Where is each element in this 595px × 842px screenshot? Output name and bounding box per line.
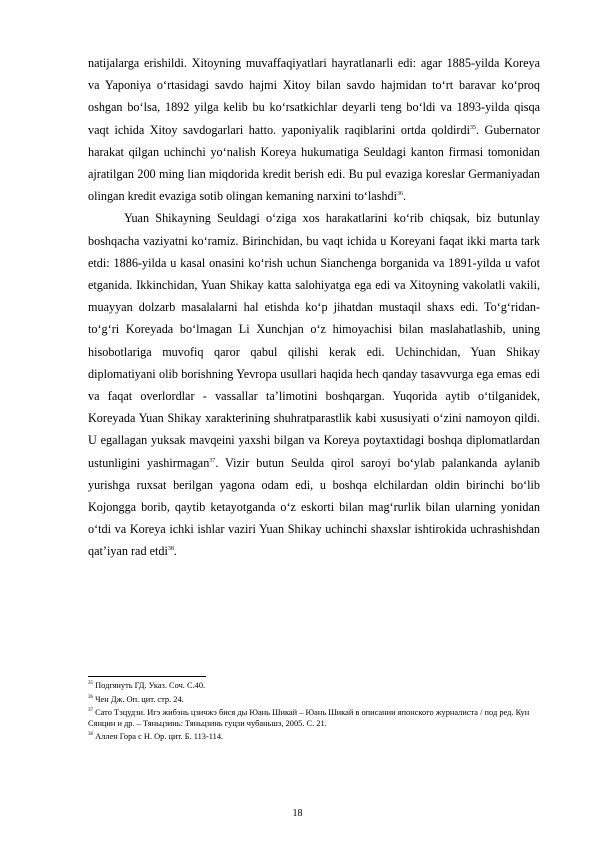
footnote-ref-38[interactable]: 38 [167,546,174,553]
footnote-number: 38 [88,732,93,738]
footnotes [88,681,540,746]
footnote-38 [88,732,540,743]
footnote-ref-37[interactable]: 37 [209,457,216,464]
footnote-ref-35[interactable]: 35 [469,124,476,131]
main-text [88,52,540,563]
footnote-number: 37 [88,708,93,714]
footnote-ref-36[interactable]: 36 [397,191,404,198]
footnote-text: Сато Тэцудзи. Игэ жибэнь цзичжэ бися ды Юань Шикай – Юань Шикай в описании японского журналиста / под ред. Кун Сянцин и др. – Тяньцзинь: Тяньцзинь гуцзи чубаньшэ, 2005. С. 21. [88,708,530,728]
footnote-36 [88,695,540,706]
footnote-text: Аллен Гора с Н. Ор. цит. Б. 113-114. [95,732,224,742]
footnote-number: 36 [88,694,93,700]
footnote-number: 35 [88,681,93,687]
page-number: 18 [292,808,303,819]
paragraph-2-end: . [173,544,177,559]
footnote-37 [88,708,540,729]
paragraph-2-text-cont: . Vizir butun Seulda qirol saroyi bo‘ylab palankanda aylanib yurishga ruxsat berilgan yagona odam edi, u boshqa elchilardan oldin birinchi bo‘lib Kojongga borib, qaytib ketayotganda o‘z eskorti bilan mag‘rurlik bilan ularning yonidan o‘tdi va Koreya ichki ishlar vaziri Yuan Shikay uchinchi shaxslar ishtirokida uchrashishdan qat’iyan rad etdi [88,455,540,559]
footnote-separator [88,676,206,677]
paragraph-2-text: Yuan Shikayning Seuldagi o‘ziga xos harakatlarini ko‘rib chiqsak, biz butunlay boshqacha vaziyatni ko‘ramiz. Birinchidan, bu vaqt ichida u Koreyani faqat ikki marta tark etdi: 1886-yilda u kasal onasini ko‘rish uchun Sianchenga borganida va 1891-yilda u vafot etganida. Ikkinchidan, Yuan Shikay katta salohiyatga ega edi va Xitoyning vakolatli vakili, muayyan dolzarb masalalarni hal etishda ko‘p jihatdan mustaqil shaxs edi. To‘g‘ridan-to‘g‘ri Koreyada bo‘lmagan Li Xunchjan o‘z himoyachisi bilan maslahatlashib, uning hisobotlariga muvofiq qaror qabul qilishi kerak edi. Uchinchidan, Yuan Shikay diplomatiyani olib borishning Yevropa usullari haqida hech qanday tasavvurga ega emas edi va faqat overlordlar - vassallar ta’limotini boshqargan. Yuqorida aytib o‘tilganidek, Koreyada Yuan Shikay xarakterining shuhratparastlik kabi xususiyati o‘zini namoyon qildi. U egallagan yuksak mavqeini yaxshi bilgan va Koreya poytaxtidagi boshqa diplomatlardan ustunligini yashirmagan [88,211,540,470]
footnote-text: Подгянуть ГД. Указ. Соч. С.40. [95,681,206,690]
paragraph-1-text: natijalarga erishildi. Xitoyning muvaffaqiyatlari hayratlanarli edi: agar 1885-yilda Koreya va Yaponiya o‘rtasidagi savdo hajmi Xitoy bilan savdo hajmidan to‘rt baravar ko‘proq oshgan bo‘lsa, 1892 yilga kelib bu ko‘rsatkichlar deyarli teng bo‘ldi va 1893-yilda qisqa vaqt ichida Xitoy savdogarlari hatto. yaponiyalik raqiblarini ortda qoldirdi [88,56,540,137]
footnote-text: Чен Дж. Оп. цит. стр. 24. [95,694,184,704]
paragraph-1-text-cont: . Gubernator harakat qilgan uchinchi yo‘nalish Koreya hukumatiga Seuldagi kanton firmasi tomonidan ajratilgan 200 ming lian miqdorida kredit berish edi. Bu pul evaziga koreslar Germaniyadan olingan kredit evaziga sotib olingan kemaning narxini to‘lashdi [88,122,541,204]
paragraph-2 [88,207,540,562]
footnote-35 [88,681,540,692]
paragraph-1-end: . [403,189,407,204]
paragraph-1 [88,52,540,207]
